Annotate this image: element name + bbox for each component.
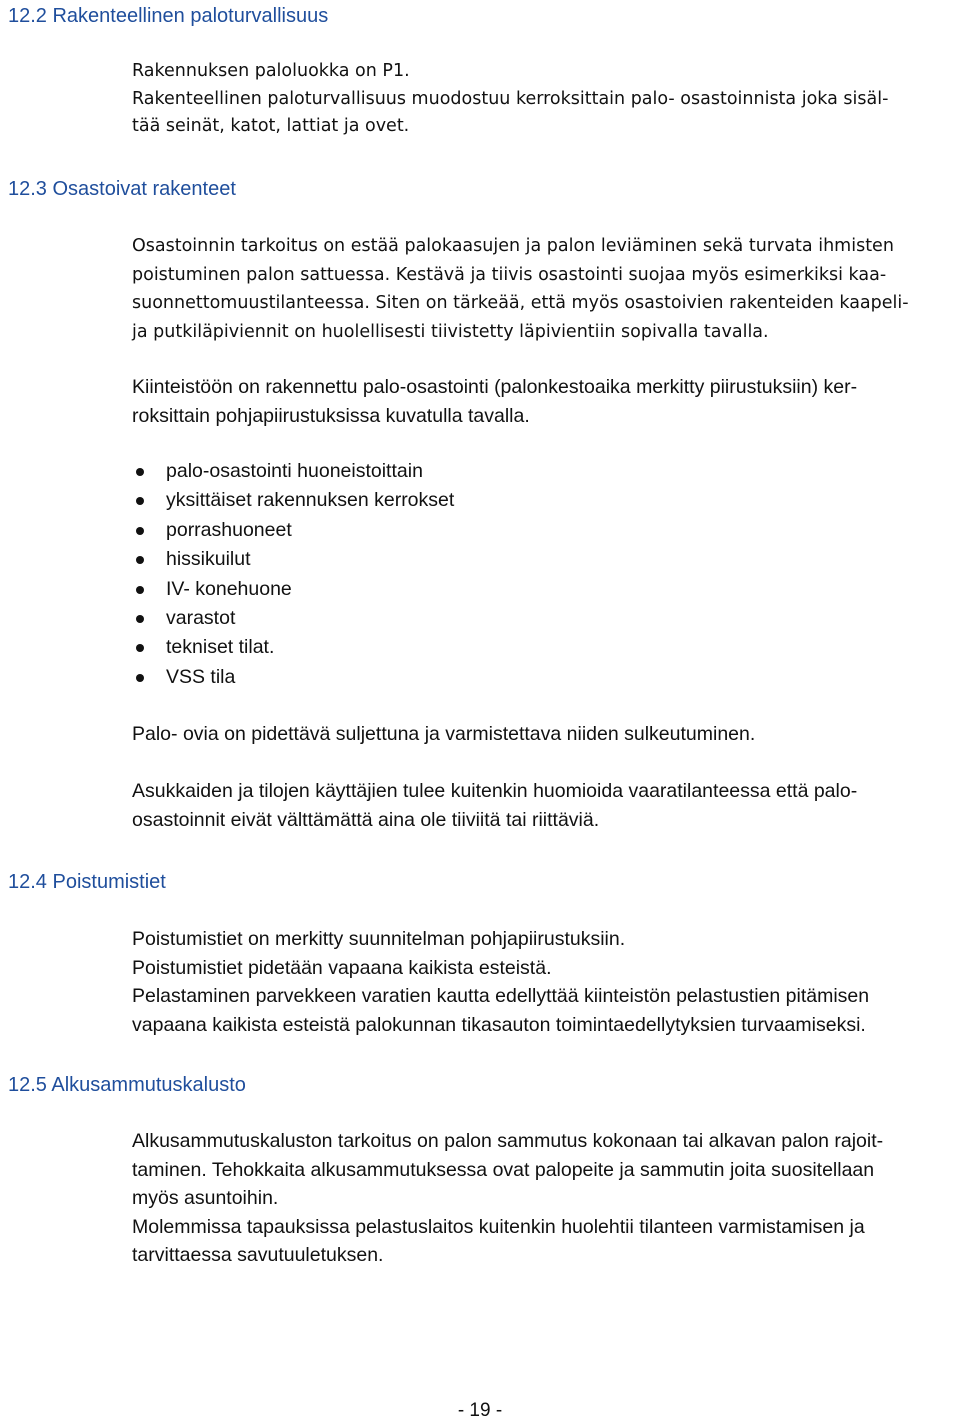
text-line: Kiinteistöön on rakennettu palo-osastointi (palonkestoaika merkitty piirustuksiin) ker- — [132, 376, 858, 398]
list-item-label: VSS tila — [166, 665, 236, 688]
section-12-3-paragraph-2 — [132, 373, 960, 430]
text-line: vapaana kaikista esteistä palokunnan tikasauton toimintaedellytyksien turvaamiseksi. — [132, 1013, 866, 1036]
list-item — [132, 457, 454, 486]
text-line: suonnettomuustilanteessa. Siten on tärkeää, että myös osastoivien rakenteiden kaapeli- — [132, 293, 909, 313]
bullet-icon — [136, 644, 144, 652]
bullet-icon — [136, 468, 144, 476]
list-item-label: varastot — [166, 607, 236, 630]
section-12-3-paragraph-4 — [132, 777, 960, 834]
list-item-label: palo-osastointi huoneistoittain — [166, 460, 423, 482]
text-line: tää seinät, katot, lattiat ja ovet. — [132, 116, 410, 136]
section-12-4-heading: 12.4 Poistumistiet — [8, 871, 166, 893]
text-line: taminen. Tehokkaita alkusammutuksessa ovat palopeite ja sammutin joita suositellaan — [132, 1158, 875, 1181]
text-line: Pelastaminen parvekkeen varatien kautta edellyttää kiinteistön pelastustien pitämisen — [132, 985, 870, 1008]
list-item-label: tekniset tilat. — [166, 636, 275, 659]
bullet-icon — [136, 556, 144, 564]
text-line: Rakenteellinen paloturvallisuus muodostuu kerroksittain palo- osastoinnista joka sisäl- — [132, 88, 889, 109]
text-line: Poistumistiet on merkitty suunnitelman pohjapiirustuksiin. — [132, 928, 626, 950]
text-line: poistuminen palon sattuessa. Kestävä ja tiivis osastointi suojaa myös esimerkiksi kaa- — [132, 264, 887, 285]
section-12-3-paragraph-3: Palo- ovia on pidettävä suljettuna ja varmistettava niiden sulkeutuminen. — [132, 723, 756, 745]
section-12-2-body — [132, 58, 960, 141]
list-item — [132, 575, 454, 604]
bullet-icon — [136, 674, 144, 682]
bullet-icon — [136, 497, 144, 505]
osastointi-bullet-list — [132, 457, 454, 692]
section-12-4-body — [132, 925, 960, 1039]
text-line: Asukkaiden ja tilojen käyttäjien tulee kuitenkin huomioida vaaratilanteessa että palo- — [132, 780, 858, 802]
text-line: ja putkiläpiviennit on huolellisesti tiivistetty läpivientiin sopivalla tavalla. — [132, 321, 769, 342]
text-line: tarvittaessa savutuuletuksen. — [132, 1244, 384, 1267]
section-12-3-paragraph-1 — [132, 232, 960, 346]
list-item — [132, 545, 454, 574]
list-item — [132, 604, 454, 633]
list-item — [132, 516, 454, 545]
section-12-3-heading: 12.3 Osastoivat rakenteet — [8, 178, 236, 200]
list-item — [132, 486, 454, 515]
section-12-2-heading: 12.2 Rakenteellinen paloturvallisuus — [8, 5, 329, 27]
list-item — [132, 663, 454, 692]
list-item-label: porrashuoneet — [166, 518, 292, 541]
text-line: Poistumistiet pidetään vapaana kaikista esteistä. — [132, 956, 552, 979]
text-line: Rakennuksen paloluokka on P1. — [132, 61, 410, 81]
text-line: roksittain pohjapiirustuksissa kuvatulla tavalla. — [132, 404, 530, 427]
list-item-label: yksittäiset rakennuksen kerrokset — [166, 489, 455, 512]
text-line: Molemmissa tapauksissa pelastuslaitos kuitenkin huolehtii tilanteen varmistamisen ja — [132, 1215, 865, 1238]
section-12-5-body — [132, 1127, 960, 1270]
list-item-label: hissikuilut — [166, 548, 251, 571]
text-line: Osastoinnin tarkoitus on estää palokaasujen ja palon leviäminen sekä turvata ihmisten — [132, 236, 894, 256]
text-line: Alkusammutuskaluston tarkoitus on palon sammutus kokonaan tai alkavan palon rajoit- — [132, 1130, 884, 1152]
bullet-icon — [136, 527, 144, 535]
text-line: myös asuntoihin. — [132, 1187, 279, 1210]
bullet-icon — [136, 586, 144, 594]
list-item-label: IV- konehuone — [166, 577, 292, 600]
list-item — [132, 633, 454, 662]
section-12-5-heading: 12.5 Alkusammutuskalusto — [8, 1074, 246, 1096]
page-number: - 19 - — [457, 1400, 503, 1421]
text-line: osastoinnit eivät välttämättä aina ole tiiviitä tai riittäviä. — [132, 808, 600, 831]
bullet-icon — [136, 615, 144, 623]
